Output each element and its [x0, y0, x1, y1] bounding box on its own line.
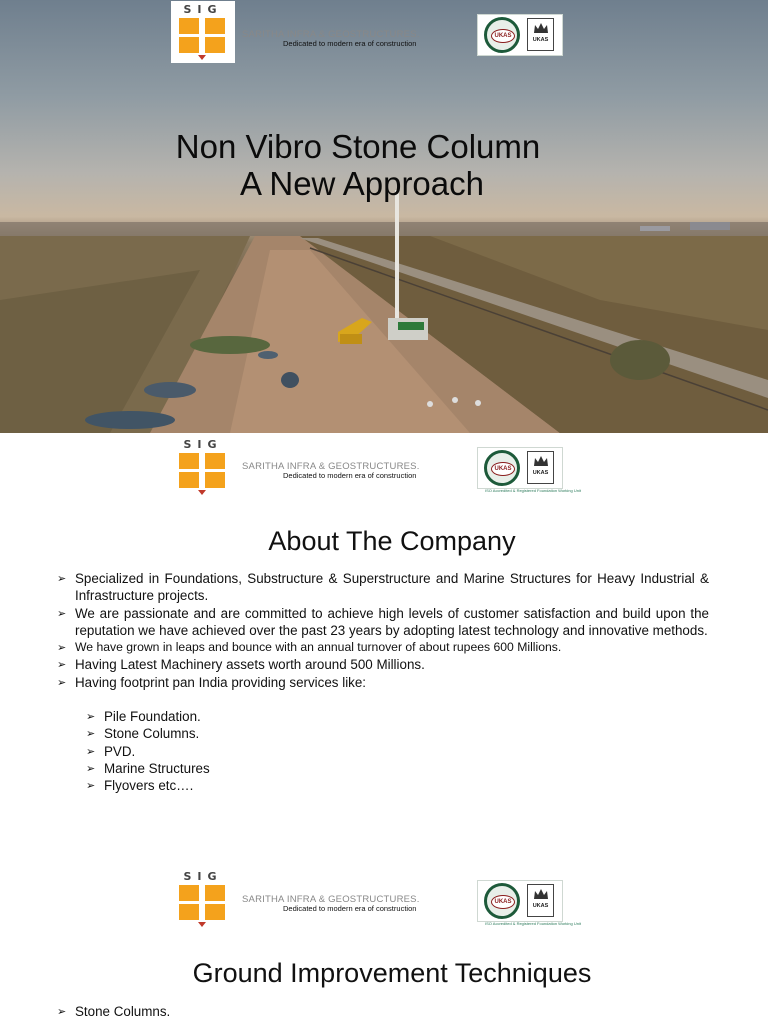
techniques-bullet-list — [57, 1003, 709, 1020]
company-tagline: Dedicated to modern era of construction — [283, 39, 417, 48]
company-name: SARITHA INFRA & GEOSTRUCTURES. — [242, 461, 420, 472]
list-item: ➢ PVD. — [86, 743, 386, 760]
iso-seal-icon: UKAS — [484, 17, 520, 53]
company-bullet-list — [57, 570, 709, 691]
list-item: ➢ We have grown in leaps and bounce with an annual turnover of about rupees 600 Millions. — [57, 639, 709, 656]
sig-logo — [171, 436, 235, 498]
logo-letters: SIG — [183, 438, 223, 451]
title-slide — [0, 0, 768, 433]
logo-letters: SIG — [183, 3, 223, 16]
ukas-badge-icon: UKAS — [527, 451, 554, 484]
list-item: ➢ Having footprint pan India providing services like: — [57, 674, 709, 691]
list-item: ➢ Stone Columns. — [57, 1003, 709, 1020]
company-name: SARITHA INFRA & GEOSTRUCTURES. — [242, 894, 420, 905]
company-tagline: Dedicated to modern era of construction — [283, 904, 417, 913]
construction-site-photo — [0, 0, 768, 433]
list-item: ➢ Flyovers etc…. — [86, 777, 386, 794]
list-item: ➢ Pile Foundation. — [86, 708, 386, 725]
list-item: ➢ We are passionate and are committed to achieve high levels of customer satisfaction and build upon the reputation we have achieved over the past 23 years by adopting latest technology and innovative methods. — [57, 605, 709, 640]
sig-logo — [171, 868, 235, 930]
list-item: ➢ Marine Structures — [86, 760, 386, 777]
sig-logo — [171, 1, 235, 63]
section-heading: Ground Improvement Techniques — [192, 958, 592, 988]
company-tagline: Dedicated to modern era of construction — [283, 471, 417, 480]
logo-mark-icon — [171, 436, 235, 498]
iso-seal-icon: UKAS — [484, 450, 520, 486]
iso-seal-icon: UKAS — [484, 883, 520, 919]
cert-note: ISO Accredited & Registered Foundation Working Unit — [485, 921, 581, 926]
ukas-badge-icon: UKAS — [527, 884, 554, 917]
logo-mark-icon — [171, 868, 235, 930]
certification-badge — [477, 447, 563, 489]
list-item: ➢ Stone Columns. — [86, 725, 386, 742]
logo-mark-icon — [171, 1, 235, 63]
ukas-badge-icon: UKAS — [527, 18, 554, 51]
slide-title-line2: A New Approach — [240, 165, 484, 202]
certification-badge — [477, 14, 563, 56]
company-name: SARITHA INFRA & GEOSTRUCTURES. — [242, 29, 420, 40]
list-item: ➢ Having Latest Machinery assets worth around 500 Millions. — [57, 656, 709, 673]
section-heading: About The Company — [268, 526, 516, 556]
services-list — [86, 708, 386, 794]
list-item: ➢ Specialized in Foundations, Substructure & Superstructure and Marine Structures for Heavy Industrial & Infrastructure projects. — [57, 570, 709, 605]
cert-note: ISO Accredited & Registered Foundation Working Unit — [485, 488, 581, 493]
certification-badge — [477, 880, 563, 922]
logo-letters: SIG — [183, 870, 223, 883]
slide-title-line1: Non Vibro Stone Column — [175, 128, 541, 165]
